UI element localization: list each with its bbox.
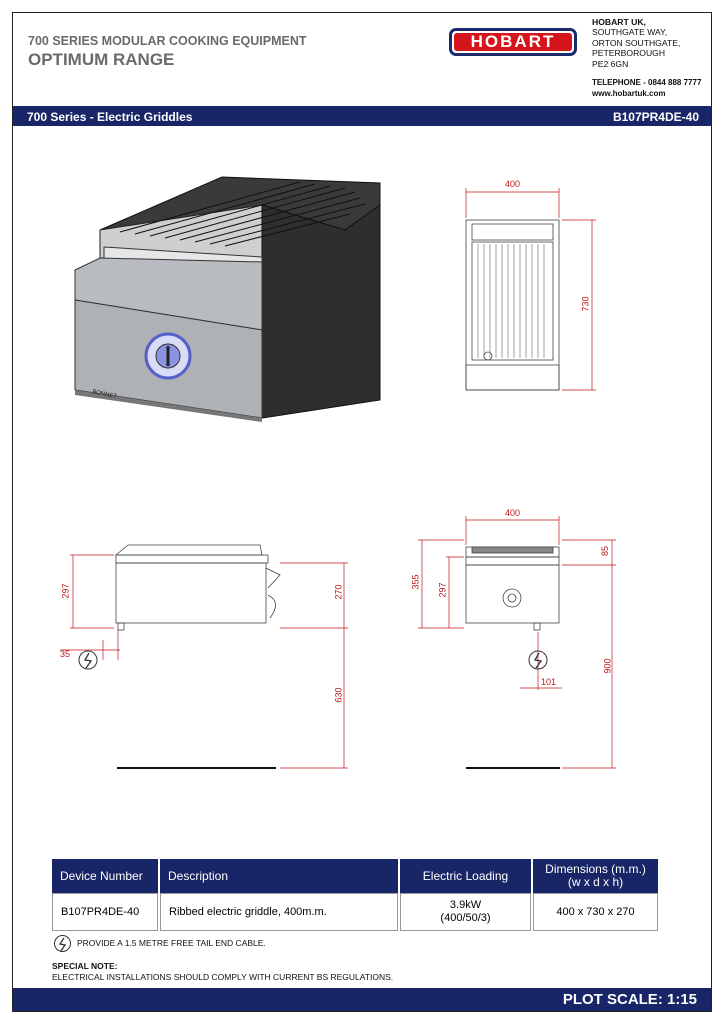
specification-table: [50, 859, 660, 931]
address-line: PE2 6GN: [592, 58, 629, 69]
header-electric-loading: Electric Loading: [400, 859, 531, 893]
footer-bar: [13, 988, 711, 1011]
dim-front-splash: 85: [600, 545, 611, 557]
header-subtitle: 700 SERIES MODULAR COOKING EQUIPMENT: [28, 34, 307, 48]
address-line: PETERBOROUGH: [592, 48, 666, 59]
product-3d-illustration: [75, 177, 380, 422]
dim-side-body-height: 297: [60, 583, 71, 599]
dim-front-body-height: 297: [437, 582, 448, 598]
cell-description: Ribbed electric griddle, 400m.m.: [160, 893, 398, 931]
table-row: [52, 893, 658, 931]
special-note: [52, 961, 393, 982]
plot-scale: PLOT SCALE: 1:15: [562, 991, 697, 1008]
product-badge: BONNET: [91, 389, 118, 401]
dim-front-total-height: 355: [410, 574, 421, 590]
cable-symbol-front: [529, 651, 547, 669]
front-view-dimensions: [418, 516, 616, 768]
dim-side-630: 630: [333, 687, 344, 703]
special-note-title: SPECIAL NOTE:: [52, 961, 118, 971]
dim-front-floor-height: 900: [602, 658, 613, 674]
header-title: OPTIMUM RANGE: [28, 50, 175, 69]
header-dimensions: Dimensions (m.m.) (w x d x h): [533, 859, 658, 893]
cable-note: PROVIDE A 1.5 METRE FREE TAIL END CABLE.: [77, 938, 266, 948]
cable-symbol-side: [79, 651, 97, 669]
address-line: ORTON SOUTHGATE,: [592, 37, 681, 48]
series-title: 700 Series - Electric Griddles: [27, 110, 193, 124]
cell-device: B107PR4DE-40: [52, 893, 158, 931]
header-device-number: Device Number: [52, 859, 158, 893]
electric-cable-icon: [54, 935, 71, 952]
top-view-drawing: [466, 220, 559, 390]
dim-top-width: 400: [505, 179, 521, 189]
website-link[interactable]: www.hobartuk.com: [592, 89, 666, 98]
dim-top-depth: 730: [580, 296, 591, 312]
dim-front-width: 400: [505, 508, 521, 518]
logo-text: HOBART: [454, 33, 572, 51]
model-code: B107PR4DE-40: [612, 110, 699, 124]
cell-dimensions: 400 x 730 x 270: [533, 893, 658, 931]
dim-front-cable-offset: 101: [541, 677, 557, 687]
dim-side-270: 270: [333, 584, 344, 600]
address-line: SOUTHGATE WAY,: [592, 27, 668, 38]
front-view-drawing: [466, 547, 559, 630]
address-line: HOBART UK,: [592, 17, 646, 27]
side-view-dimensions: [60, 555, 348, 768]
cell-loading: 3.9kW (400/50/3): [400, 893, 531, 931]
header-description: Description: [160, 859, 398, 893]
telephone: TELEPHONE - 0844 888 7777: [592, 78, 702, 87]
dim-side-cable-offset: 35: [60, 649, 71, 659]
side-view-drawing: [116, 545, 280, 630]
special-note-text: ELECTRICAL INSTALLATIONS SHOULD COMPLY WITH CURRENT BS REGULATIONS.: [52, 971, 394, 982]
